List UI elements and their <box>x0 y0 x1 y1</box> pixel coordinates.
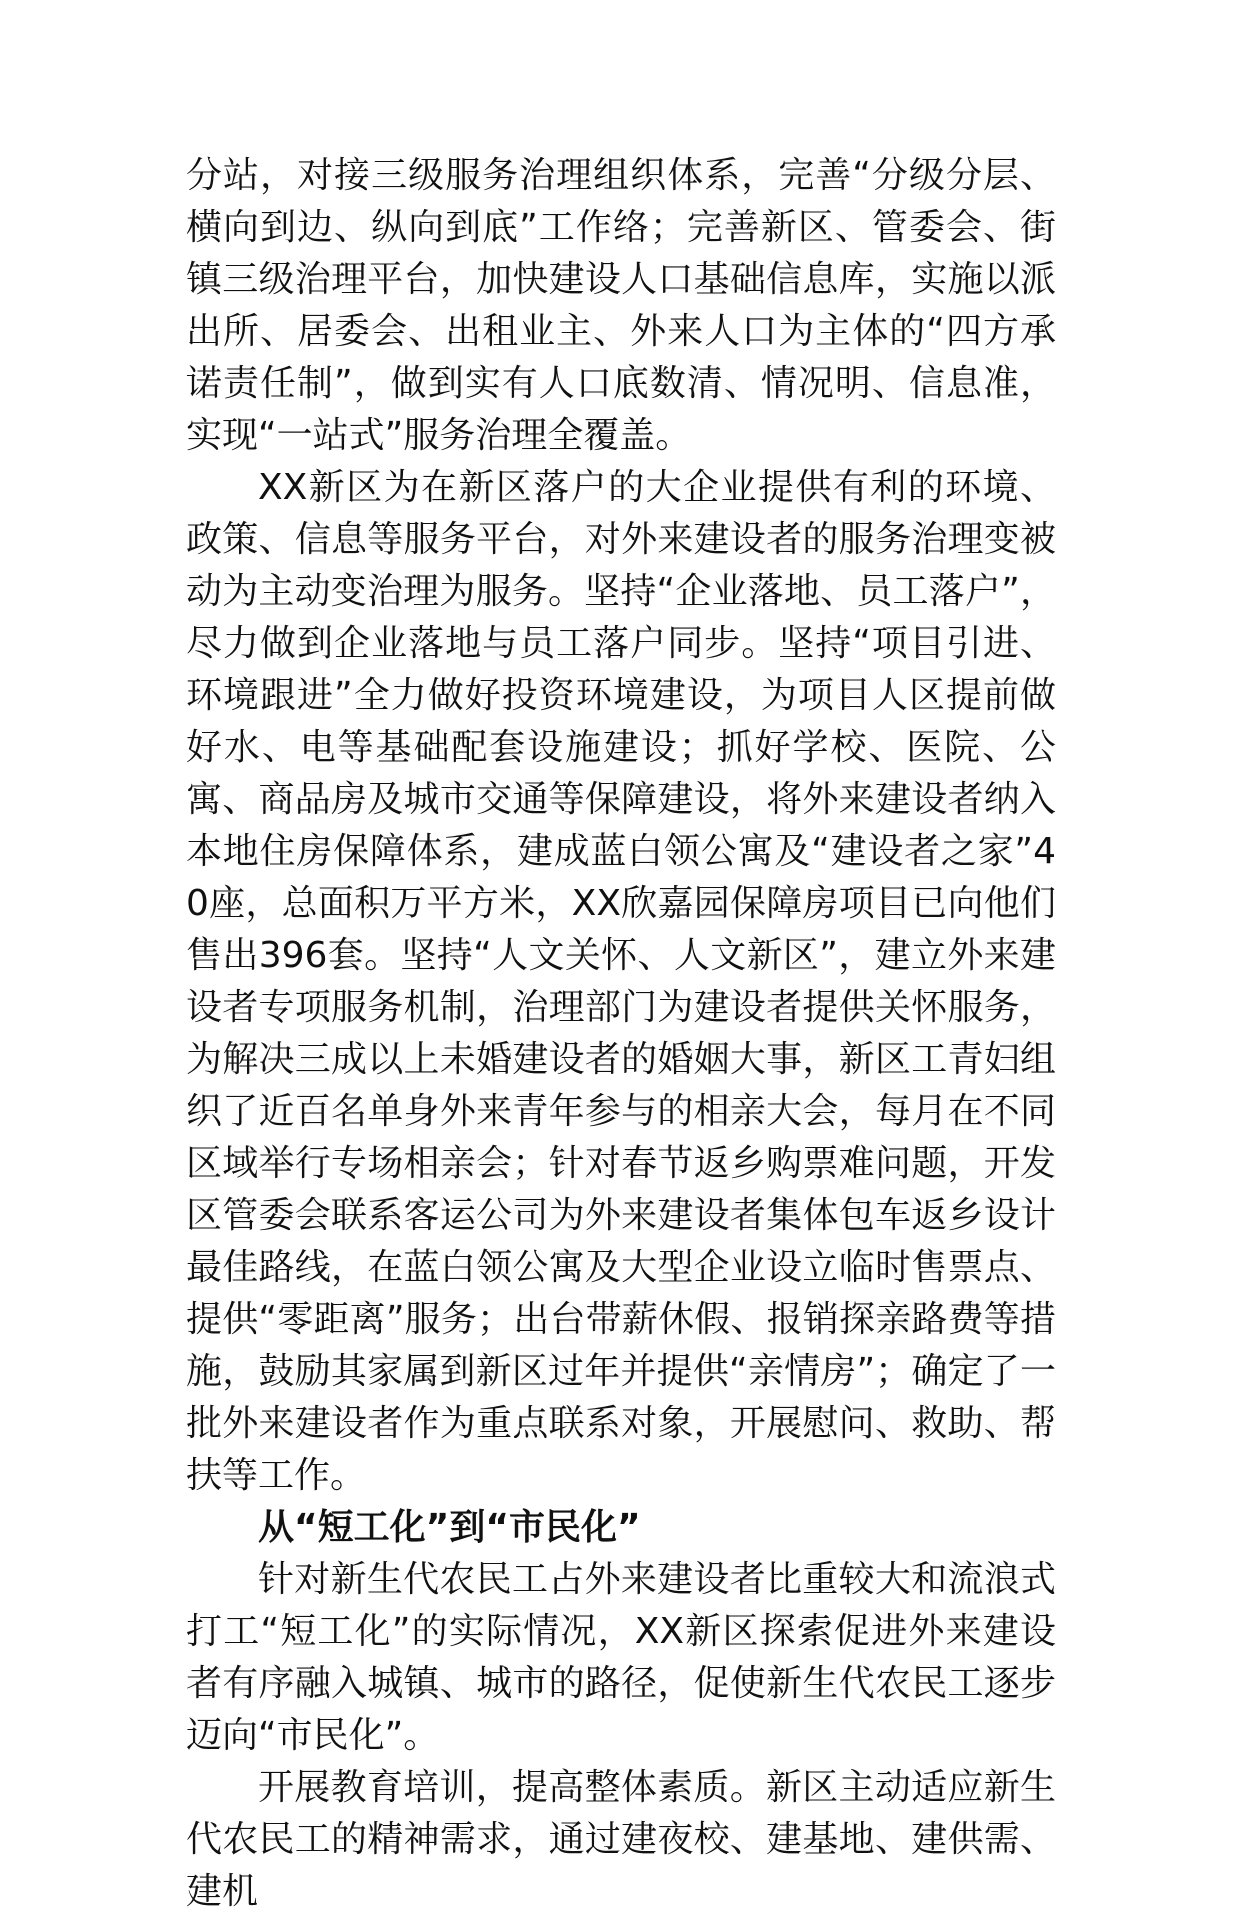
section-heading: 从“短工化”到“市民化” <box>258 1507 641 1548</box>
document-page <box>186 150 1056 1918</box>
paragraph-new-generation-workers: 针对新生代农民工占外来建设者比重较大和流浪式打工“短工化”的实际情况，XX新区探索促进外来建设者有序融入城镇、城市的路径，促使新生代农民工逐步迈向“市民化”。 <box>186 1559 1056 1756</box>
paragraph-household-registration-system: 分站，对接三级服务治理组织体系，完善“分级分层、横向到边、纵向到底”工作络；完善新区、管委会、街镇三级治理平台，加快建设人口基础信息库，实施以派出所、居委会、出租业主、外来人口为主体的“四方承诺责任制”，做到实有人口底数清、情况明、信息准，实现“一站式”服务治理全覆盖。 <box>186 155 1056 456</box>
paragraph-education-training: 开展教育培训，提高整体素质。新区主动适应新生代农民工的精神需求，通过建夜校、建基地、建供需、建机 <box>186 1767 1056 1912</box>
paragraph-service-platform: XX新区为在新区落户的大企业提供有利的环境、政策、信息等服务平台，对外来建设者的服务治理变被动为主动变治理为服务。坚持“企业落地、员工落户”，尽力做到企业落地与员工落户同步。坚持“项目引进、环境跟进”全力做好投资环境建设，为项目人区提前做好水、电等基础配套设施建设；抓好学校、医院、公寓、商品房及城市交通等保障建设，将外来建设者纳入本地住房保障体系，建成蓝白领公寓及“建设者之家”40座，总面积万平方米，XX欣嘉园保障房项目已向他们售出396套。坚持“人文关怀、人文新区”，建立外来建设者专项服务机制，治理部门为建设者提供关怀服务，为解决三成以上未婚建设者的婚姻大事，新区工青妇组织了近百名单身外来青年参与的相亲大会，每月在不同区域举行专场相亲会；针对春节返乡购票难问题，开发区管委会联系客运公司为外来建设者集体包车返乡设计最佳路线，在蓝白领公寓及大型企业设立临时售票点、提供“零距离”服务；出台带薪休假、报销探亲路费等措施，鼓励其家属到新区过年并提供“亲情房”；确定了一批外来建设者作为重点联系对象，开展慰问、救助、帮扶等工作。 <box>186 467 1056 1496</box>
